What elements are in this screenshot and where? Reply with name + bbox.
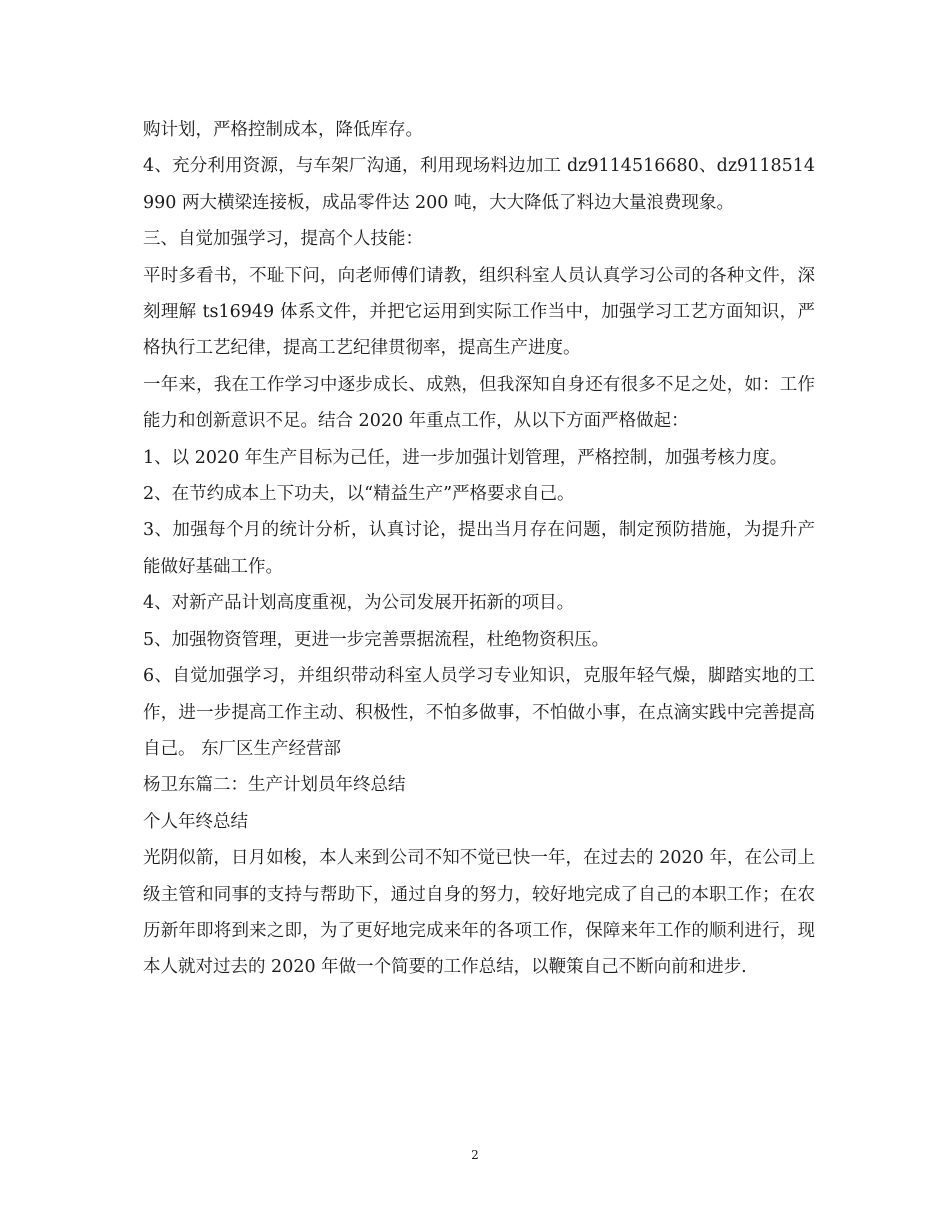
list-item: 2、在节约成本上下功夫，以“精益生产”严格要求自己。 xyxy=(143,484,575,505)
document-body xyxy=(143,112,815,986)
list-item: 4、对新产品计划高度重视，为公司发展开拓新的项目。 xyxy=(143,593,575,614)
paragraph: 光阴似箭，日月如梭，本人来到公司不知不觉已快一年，在过去的 2020 年，在公司上级主管和同事的支持与帮助下，通过自身的努力，较好地完成了自己的本职工作；在农历新年即将到来之即，为了更好地完成来年的各项工作，保障来年工作的顺利进行，现本人就对过去的 2020 年做一个简要的工作总结，以鞭策自己不断向前和进步. xyxy=(143,848,815,978)
list-item: 3、加强每个月的统计分析，认真讨论，提出当月存在问题，制定预防措施，为提升产能做好基础工作。 xyxy=(143,520,815,577)
list-item: 5、加强物资管理，更进一步完善票据流程，杜绝物资积压。 xyxy=(143,629,610,650)
paragraph: 4、充分利用资源，与车架厂沟通，利用现场料边加工 dz9114516680、dz9118514990 两大横梁连接板，成品零件达 200 吨，大大降低了料边大量浪费现象。 xyxy=(143,156,815,213)
page-number: 2 xyxy=(471,1148,479,1162)
article-subtitle: 个人年终总结 xyxy=(143,811,248,832)
list-item: 1、以 2020 年生产目标为己任，进一步加强计划管理，严格控制，加强考核力度。 xyxy=(143,447,788,468)
list-item: 6、自觉加强学习，并组织带动科室人员学习专业知识，克服年轻气燥，脚踏实地的工作，进一步提高工作主动、积极性，不怕多做事，不怕做小事，在点滴实践中完善提高自己。 东厂区生产经营部 xyxy=(143,666,815,759)
paragraph: 购计划，严格控制成本，降低库存。 xyxy=(143,120,423,140)
paragraph: 平时多看书，不耻下问，向老师傅们请教，组织科室人员认真学习公司的各种文件，深刻理解 ts16949 体系文件，并把它运用到实际工作当中，加强学习工艺方面知识，严格执行工艺纪律，提高工艺纪律贯彻率，提高生产进度。 xyxy=(143,265,815,359)
section-heading: 三、自觉加强学习，提高个人技能： xyxy=(143,229,423,250)
article-title: 杨卫东篇二：生产计划员年终总结 xyxy=(143,775,406,796)
paragraph: 一年来，我在工作学习中逐步成长、成熟，但我深知自身还有很多不足之处，如：工作能力和创新意识不足。结合 2020 年重点工作，从以下方面严格做起： xyxy=(143,374,815,432)
